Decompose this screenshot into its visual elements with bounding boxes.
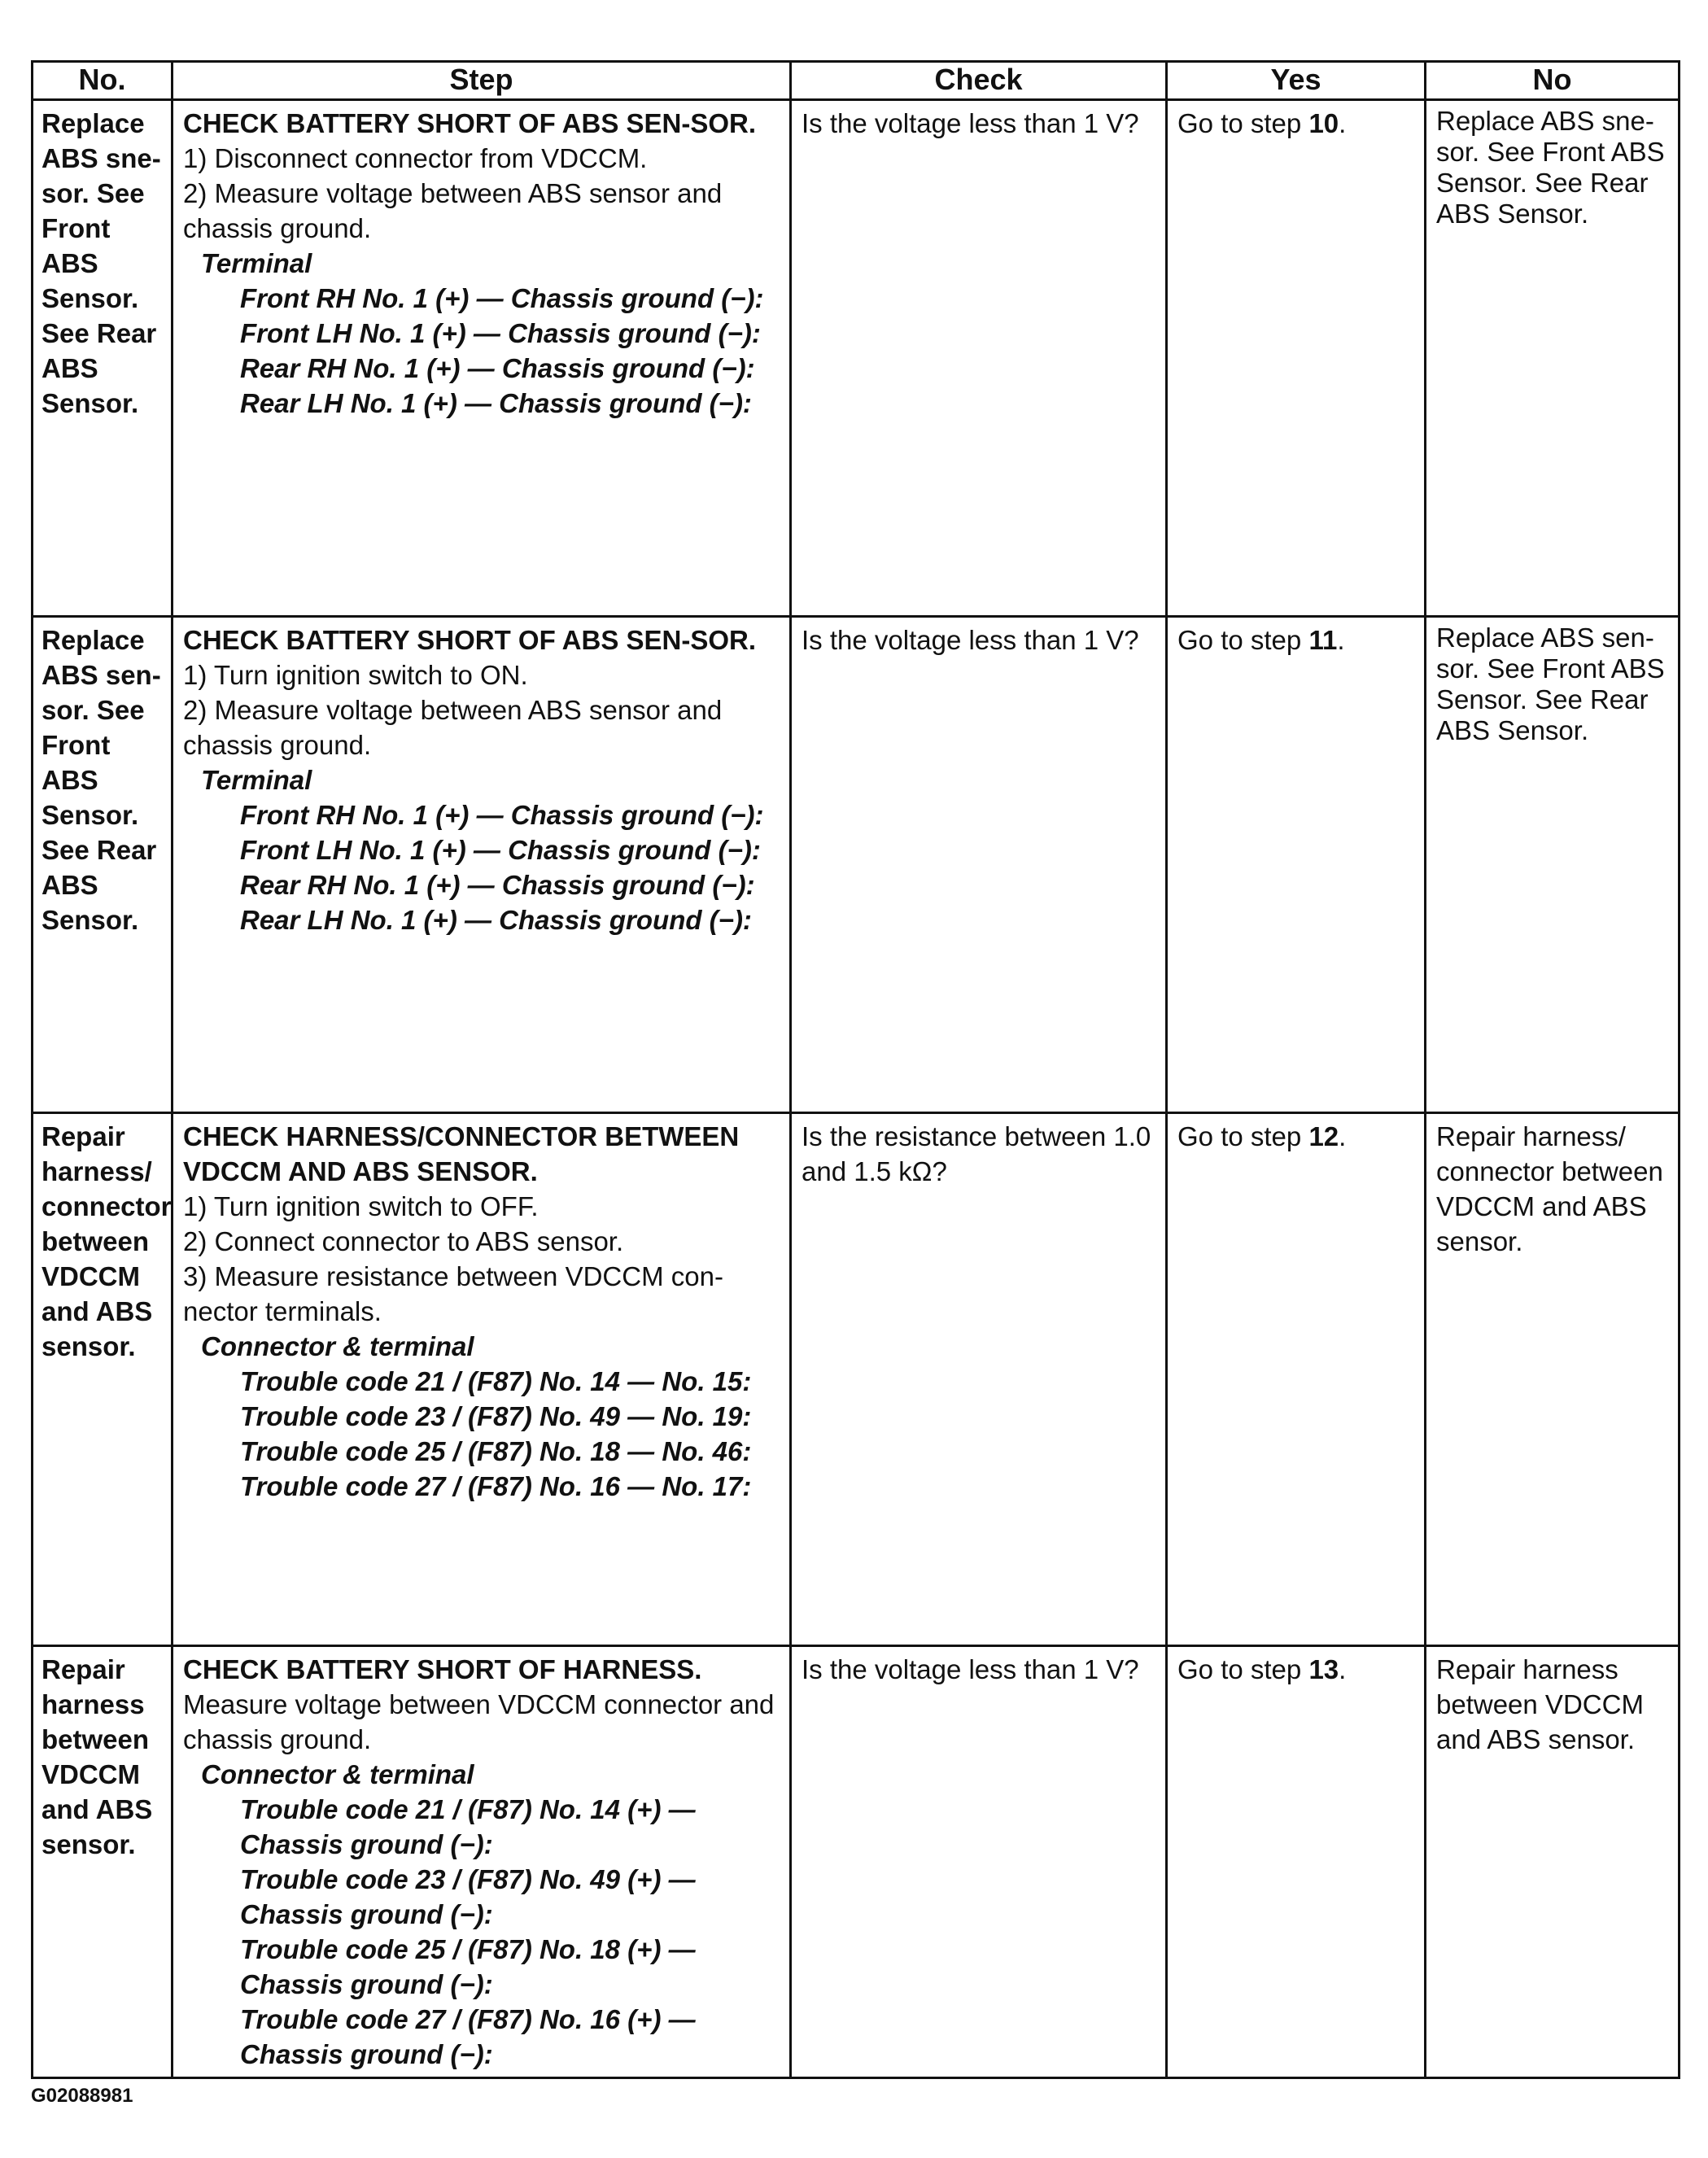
yes-step: 11	[1308, 625, 1338, 655]
step-cell	[173, 1113, 791, 1646]
instruction: 1) Turn ignition switch to ON.	[183, 660, 528, 690]
header-no-action: No	[1426, 62, 1680, 100]
terminal-item: Trouble code 23 / (F87) No. 49 — No. 19:	[240, 1401, 752, 1431]
subheading: Terminal	[201, 248, 312, 278]
figure-id: G02088981	[31, 2085, 133, 2107]
subheading: Connector & terminal	[201, 1331, 474, 1361]
check-cell: Is the resistance between 1.0 and 1.5 kΩ?	[791, 1113, 1167, 1646]
yes-suffix: .	[1339, 1654, 1347, 1684]
terminal-item: Front RH No. 1 (+) — Chassis ground (−):	[240, 800, 764, 830]
table-row	[33, 617, 1680, 1113]
terminal-item: Trouble code 27 / (F87) No. 16 — No. 17:	[240, 1471, 752, 1501]
yes-cell	[1167, 617, 1426, 1113]
step-number: Repair harness between VDCCM and ABS sensor.	[33, 1646, 173, 2078]
yes-prefix: Go to step	[1177, 1654, 1309, 1684]
terminal-item: Trouble code 21 / (F87) No. 14 — No. 15:	[240, 1366, 752, 1396]
terminal-item: Trouble code 27 / (F87) No. 16 (+) — Chassis ground (−):	[240, 2004, 696, 2069]
terminal-item: Trouble code 21 / (F87) No. 14 (+) — Chassis ground (−):	[240, 1794, 696, 1859]
diagnostic-procedure	[31, 60, 1678, 2079]
header-row	[33, 62, 1680, 100]
subheading: Terminal	[201, 765, 312, 795]
yes-step: 10	[1308, 108, 1339, 138]
header-check: Check	[791, 62, 1167, 100]
step-title: CHECK BATTERY SHORT OF ABS SEN-SOR.	[183, 625, 757, 655]
step-number: Replace ABS sen-sor. See Front ABS Sensor. See Rear ABS Sensor.	[33, 617, 173, 1113]
step-number: Repair harness/ connector between VDCCM and ABS sensor.	[33, 1113, 173, 1646]
terminal-item: Trouble code 25 / (F87) No. 18 (+) — Chassis ground (−):	[240, 1934, 696, 1999]
terminal-item: Rear LH No. 1 (+) — Chassis ground (−):	[240, 905, 752, 935]
table-row	[33, 1646, 1680, 2078]
subheading: Connector & terminal	[201, 1759, 474, 1789]
instruction: 2) Measure voltage between ABS sensor and chassis ground.	[183, 178, 723, 243]
yes-cell	[1167, 100, 1426, 617]
terminal-item: Trouble code 25 / (F87) No. 18 — No. 46:	[240, 1436, 752, 1466]
header-step: Step	[173, 62, 791, 100]
step-number: Replace ABS sne-sor. See Front ABS Sensor. See Rear ABS Sensor.	[33, 100, 173, 617]
check-cell: Is the voltage less than 1 V?	[791, 617, 1167, 1113]
no-cell: Replace ABS sne-sor. See Front ABS Sensor. See Rear ABS Sensor.	[1426, 100, 1680, 617]
no-cell: Replace ABS sen-sor. See Front ABS Sensor. See Rear ABS Sensor.	[1426, 617, 1680, 1113]
check-cell: Is the voltage less than 1 V?	[791, 1646, 1167, 2078]
instruction: Measure voltage between VDCCM connector and chassis ground.	[183, 1689, 775, 1754]
header-no: No.	[33, 62, 173, 100]
yes-suffix: .	[1339, 1121, 1347, 1151]
terminal-item: Front LH No. 1 (+) — Chassis ground (−):	[240, 318, 761, 348]
yes-suffix: .	[1339, 108, 1347, 138]
yes-suffix: .	[1337, 625, 1345, 655]
terminal-item: Trouble code 23 / (F87) No. 49 (+) — Chassis ground (−):	[240, 1864, 696, 1929]
yes-step: 12	[1308, 1121, 1339, 1151]
terminal-item: Front LH No. 1 (+) — Chassis ground (−):	[240, 835, 761, 865]
step-cell	[173, 100, 791, 617]
instruction: 2) Connect connector to ABS sensor.	[183, 1226, 624, 1256]
header-yes: Yes	[1167, 62, 1426, 100]
step-title: CHECK HARNESS/CONNECTOR BETWEEN VDCCM AND ABS SENSOR.	[183, 1121, 740, 1186]
step-cell	[173, 617, 791, 1113]
terminal-item: Rear RH No. 1 (+) — Chassis ground (−):	[240, 353, 755, 383]
yes-step: 13	[1308, 1654, 1339, 1684]
step-title: CHECK BATTERY SHORT OF ABS SEN-SOR.	[183, 108, 757, 138]
no-cell: Repair harness between VDCCM and ABS sensor.	[1426, 1646, 1680, 2078]
yes-prefix: Go to step	[1177, 625, 1309, 655]
instruction: 1) Turn ignition switch to OFF.	[183, 1191, 539, 1221]
yes-prefix: Go to step	[1177, 108, 1309, 138]
table-row	[33, 1113, 1680, 1646]
yes-cell	[1167, 1113, 1426, 1646]
terminal-item: Rear LH No. 1 (+) — Chassis ground (−):	[240, 388, 752, 418]
no-cell: Repair harness/ connector between VDCCM and ABS sensor.	[1426, 1113, 1680, 1646]
step-cell	[173, 1646, 791, 2078]
diagnostic-table	[31, 60, 1680, 2079]
check-cell: Is the voltage less than 1 V?	[791, 100, 1167, 617]
yes-prefix: Go to step	[1177, 1121, 1309, 1151]
terminal-item: Front RH No. 1 (+) — Chassis ground (−):	[240, 283, 764, 313]
table-row	[33, 100, 1680, 617]
yes-cell	[1167, 1646, 1426, 2078]
instruction: 3) Measure resistance between VDCCM con-nector terminals.	[183, 1261, 723, 1326]
instruction: 1) Disconnect connector from VDCCM.	[183, 143, 648, 173]
instruction: 2) Measure voltage between ABS sensor and chassis ground.	[183, 695, 723, 760]
terminal-item: Rear RH No. 1 (+) — Chassis ground (−):	[240, 870, 755, 900]
step-title: CHECK BATTERY SHORT OF HARNESS.	[183, 1654, 702, 1684]
